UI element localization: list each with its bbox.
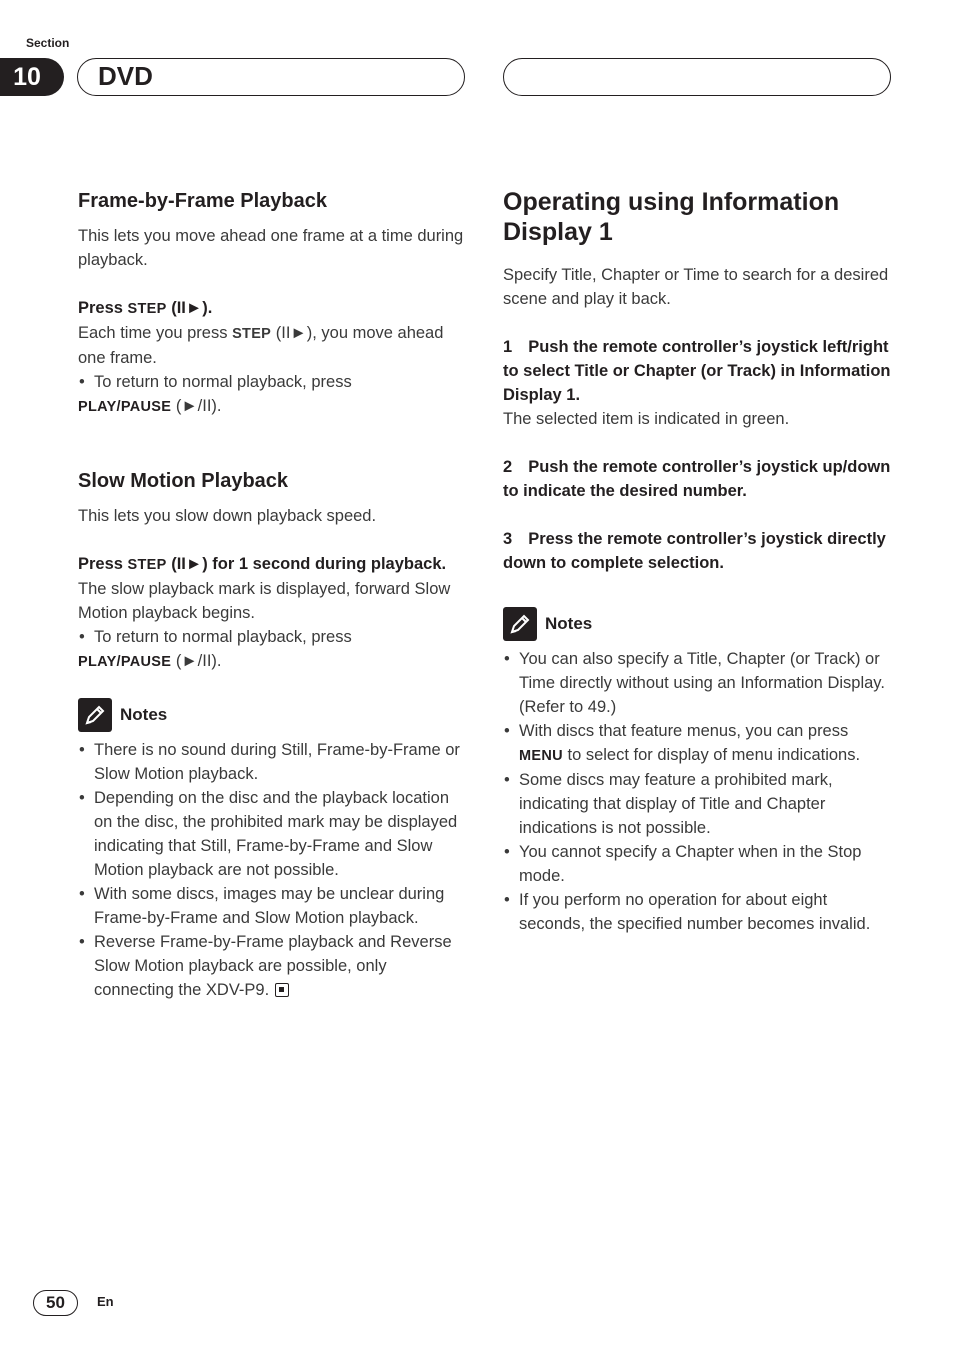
notes-header xyxy=(503,607,893,641)
title-box xyxy=(77,58,465,96)
step-1 xyxy=(503,335,893,407)
slow-return-key-line xyxy=(78,649,468,674)
spacer xyxy=(503,431,893,455)
notes-title: Notes xyxy=(120,705,168,724)
return-text: To return to normal playback, press xyxy=(94,628,352,646)
list-item: • With some discs, images may be unclear during Frame-by-Frame and Slow Motion playback. xyxy=(78,882,468,930)
frame-press-instruction xyxy=(78,296,468,321)
right-column xyxy=(503,187,893,936)
slow-heading: Slow Motion Playback xyxy=(78,470,289,492)
play-pause-symbol: (►/II). xyxy=(171,397,222,415)
notes-title: Notes xyxy=(545,614,593,633)
each-prefix: Each time you press xyxy=(78,324,233,342)
play-pause-key: PLAY/PAUSE xyxy=(78,399,172,415)
step-key: STEP xyxy=(127,301,167,317)
spacer xyxy=(78,419,468,467)
step-3 xyxy=(503,527,893,575)
list-item-text: Reverse Frame-by-Frame playback and Reverse Slow Motion playback are possible, only connecting the XDV-P9. xyxy=(94,933,452,999)
spacer xyxy=(503,311,893,335)
step-text: Push the remote controller’s joystick left/right to select Title or Chapter (or Track) in Information Display 1. xyxy=(503,338,891,404)
spacer xyxy=(78,528,468,552)
frame-heading: Frame-by-Frame Playback xyxy=(78,190,328,212)
list-item: • You cannot specify a Chapter when in the Stop mode. xyxy=(503,840,893,888)
info-display-intro: Specify Title, Chapter or Time to search for a desired scene and play it back. xyxy=(503,266,889,308)
frame-return-key-line xyxy=(78,394,468,419)
press-text: Press xyxy=(78,555,128,573)
slow-intro: This lets you slow down playback speed. xyxy=(78,507,377,525)
step-key: STEP xyxy=(232,326,272,342)
press-text: Press xyxy=(78,299,128,317)
frame-intro: This lets you move ahead one frame at a time during playback. xyxy=(78,227,464,269)
list-item-text: With discs that feature menus, you can press xyxy=(519,722,849,740)
list-item: • There is no sound during Still, Frame-by-Frame or Slow Motion playback. xyxy=(78,738,468,786)
list-item xyxy=(503,719,893,768)
press-suffix: (II►) for 1 second during playback. xyxy=(166,555,447,573)
section-number-tab: 10 xyxy=(0,58,64,96)
section-label: Section xyxy=(26,36,70,50)
list-item: • If you perform no operation for about eight seconds, the specified number becomes invalid. xyxy=(503,888,893,936)
page-title: DVD xyxy=(98,61,153,91)
slow-desc: The slow playback mark is displayed, forward Slow Motion playback begins. xyxy=(78,580,451,622)
left-notes-list xyxy=(78,738,468,1002)
step-key: STEP xyxy=(127,557,167,573)
list-item xyxy=(78,930,468,1002)
each-suffix: (II►), you move ahead one frame. xyxy=(78,324,444,367)
step-text: Press the remote controller’s joystick directly down to complete selection. xyxy=(503,530,886,572)
language-label: En xyxy=(97,1294,114,1309)
step-2 xyxy=(503,455,893,503)
spacer xyxy=(503,575,893,607)
play-pause-symbol: (►/II). xyxy=(171,652,222,670)
list-item: • Some discs may feature a prohibited mark, indicating that display of Title and Chapter indications is not possible. xyxy=(503,768,893,840)
step-number: 1 xyxy=(503,338,513,356)
step-text: Push the remote controller’s joystick up/down to indicate the desired number. xyxy=(503,458,891,500)
pencil-icon xyxy=(503,607,537,641)
left-column xyxy=(78,187,468,1002)
info-display-heading: Operating using Information Display 1 xyxy=(503,188,840,246)
step-1-desc: The selected item is indicated in green. xyxy=(503,410,790,428)
step-symbol: (II►). xyxy=(166,299,213,317)
play-pause-key: PLAY/PAUSE xyxy=(78,654,172,670)
menu-key: MENU xyxy=(519,748,563,764)
notes-header xyxy=(78,698,468,732)
return-text: To return to normal playback, press xyxy=(94,373,352,391)
frame-return-bullet xyxy=(78,370,468,394)
list-item: • Depending on the disc and the playback location on the disc, the prohibited mark may be displayed indicating that Still, Frame-by-Frame and Slow Motion playback are not possible. xyxy=(78,786,468,882)
page-number: 50 xyxy=(33,1290,78,1316)
list-item-text: to select for display of menu indications. xyxy=(562,746,861,764)
spacer xyxy=(78,272,468,296)
list-item: • You can also specify a Title, Chapter (or Track) or Time directly without using an Information Display. (Refer to 49.) xyxy=(503,647,893,719)
pencil-icon xyxy=(78,698,112,732)
slow-return-bullet xyxy=(78,625,468,649)
step-number: 3 xyxy=(503,530,513,548)
frame-each-time xyxy=(78,321,468,370)
end-mark-icon xyxy=(275,983,289,997)
step-number: 2 xyxy=(503,458,513,476)
slow-press-instruction xyxy=(78,552,468,577)
right-title-box xyxy=(503,58,891,96)
spacer xyxy=(78,674,468,698)
spacer xyxy=(503,503,893,527)
right-notes-list xyxy=(503,647,893,936)
